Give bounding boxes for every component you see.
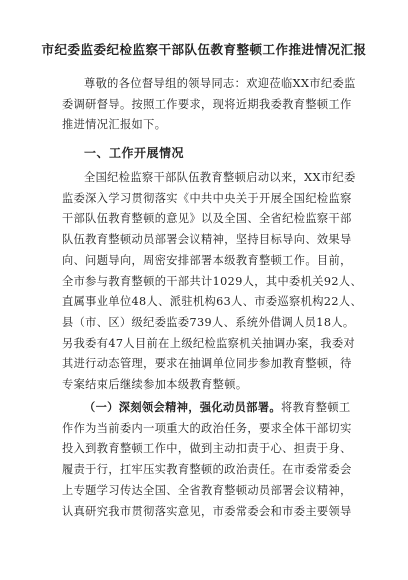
body-line: 另我委有47人目前在上级纪检监察机关抽调办案，我委对 xyxy=(62,336,356,350)
body-line: 认真研究我市贯彻落实意见，市委常委会和市委主要领导 xyxy=(62,504,352,518)
body-line: 监委深入学习贯彻落实《中共中央关于开展全国纪检监察 xyxy=(62,191,352,205)
document-title: 市纪委监委纪检监察干部队伍教育整顿工作推进情况汇报 xyxy=(41,42,367,57)
greeting-paragraph xyxy=(62,74,358,136)
body-line: 履责于行，扛牢压实教育整顿的政治责任。在市委常委会 xyxy=(62,463,352,477)
body-line: 将教育整顿工 xyxy=(281,401,351,414)
subsection-first-line xyxy=(62,397,358,419)
body-line: 队伍教育整顿动员部署会议精神，坚持目标导向、效果导 xyxy=(62,233,352,247)
greeting-line: 推进情况汇报如下。 xyxy=(62,118,167,132)
body-line: 其进行动态管理，要求在抽调单位同步参加教育整顿，待 xyxy=(62,357,352,371)
body-line: 干部队伍教育整顿的意见》以及全国、全省纪检监察干部 xyxy=(62,212,352,226)
subsection-heading: （一）深刻领会精神，强化动员部署。 xyxy=(84,400,281,414)
greeting-line: 尊敬的各位督导组的领导同志：欢迎莅临XX市纪委监 xyxy=(84,77,356,90)
greeting-line: 委调研督导。按照工作要求，现将近期我委教育整顿工作 xyxy=(62,97,352,111)
body-line: 向、问题导向，周密安排部署本级教育整顿工作。目前， xyxy=(62,253,352,267)
subsection-body xyxy=(62,397,358,522)
body-line: 直属事业单位48人、派驻机构63人、市委巡察机构22人、 xyxy=(62,295,363,309)
body-line: 专案结束后继续参加本级教育整顿。 xyxy=(62,378,248,392)
body-line: 县（市、区）级纪委监委739人、系统外借调人员18人。 xyxy=(62,315,355,329)
body-line: 全国纪检监察干部队伍教育整顿启动以来，XX市纪委 xyxy=(84,171,356,184)
body-line: 投入到教育整顿工作中，做到主动扣责于心、担责于身、 xyxy=(62,442,352,456)
body-line: 全市参与教育整顿的干部共计1029人，其中委机关92人、 xyxy=(62,274,363,288)
section-heading: 一、工作开展情况 xyxy=(84,146,185,160)
body-line: 上专题学习传达全国、全省教育整顿动员部署会议精神， xyxy=(62,483,352,497)
section-body xyxy=(62,168,363,396)
body-line: 作作为当前委内一项重大的政治任务，要求全体干部切实 xyxy=(62,421,352,435)
